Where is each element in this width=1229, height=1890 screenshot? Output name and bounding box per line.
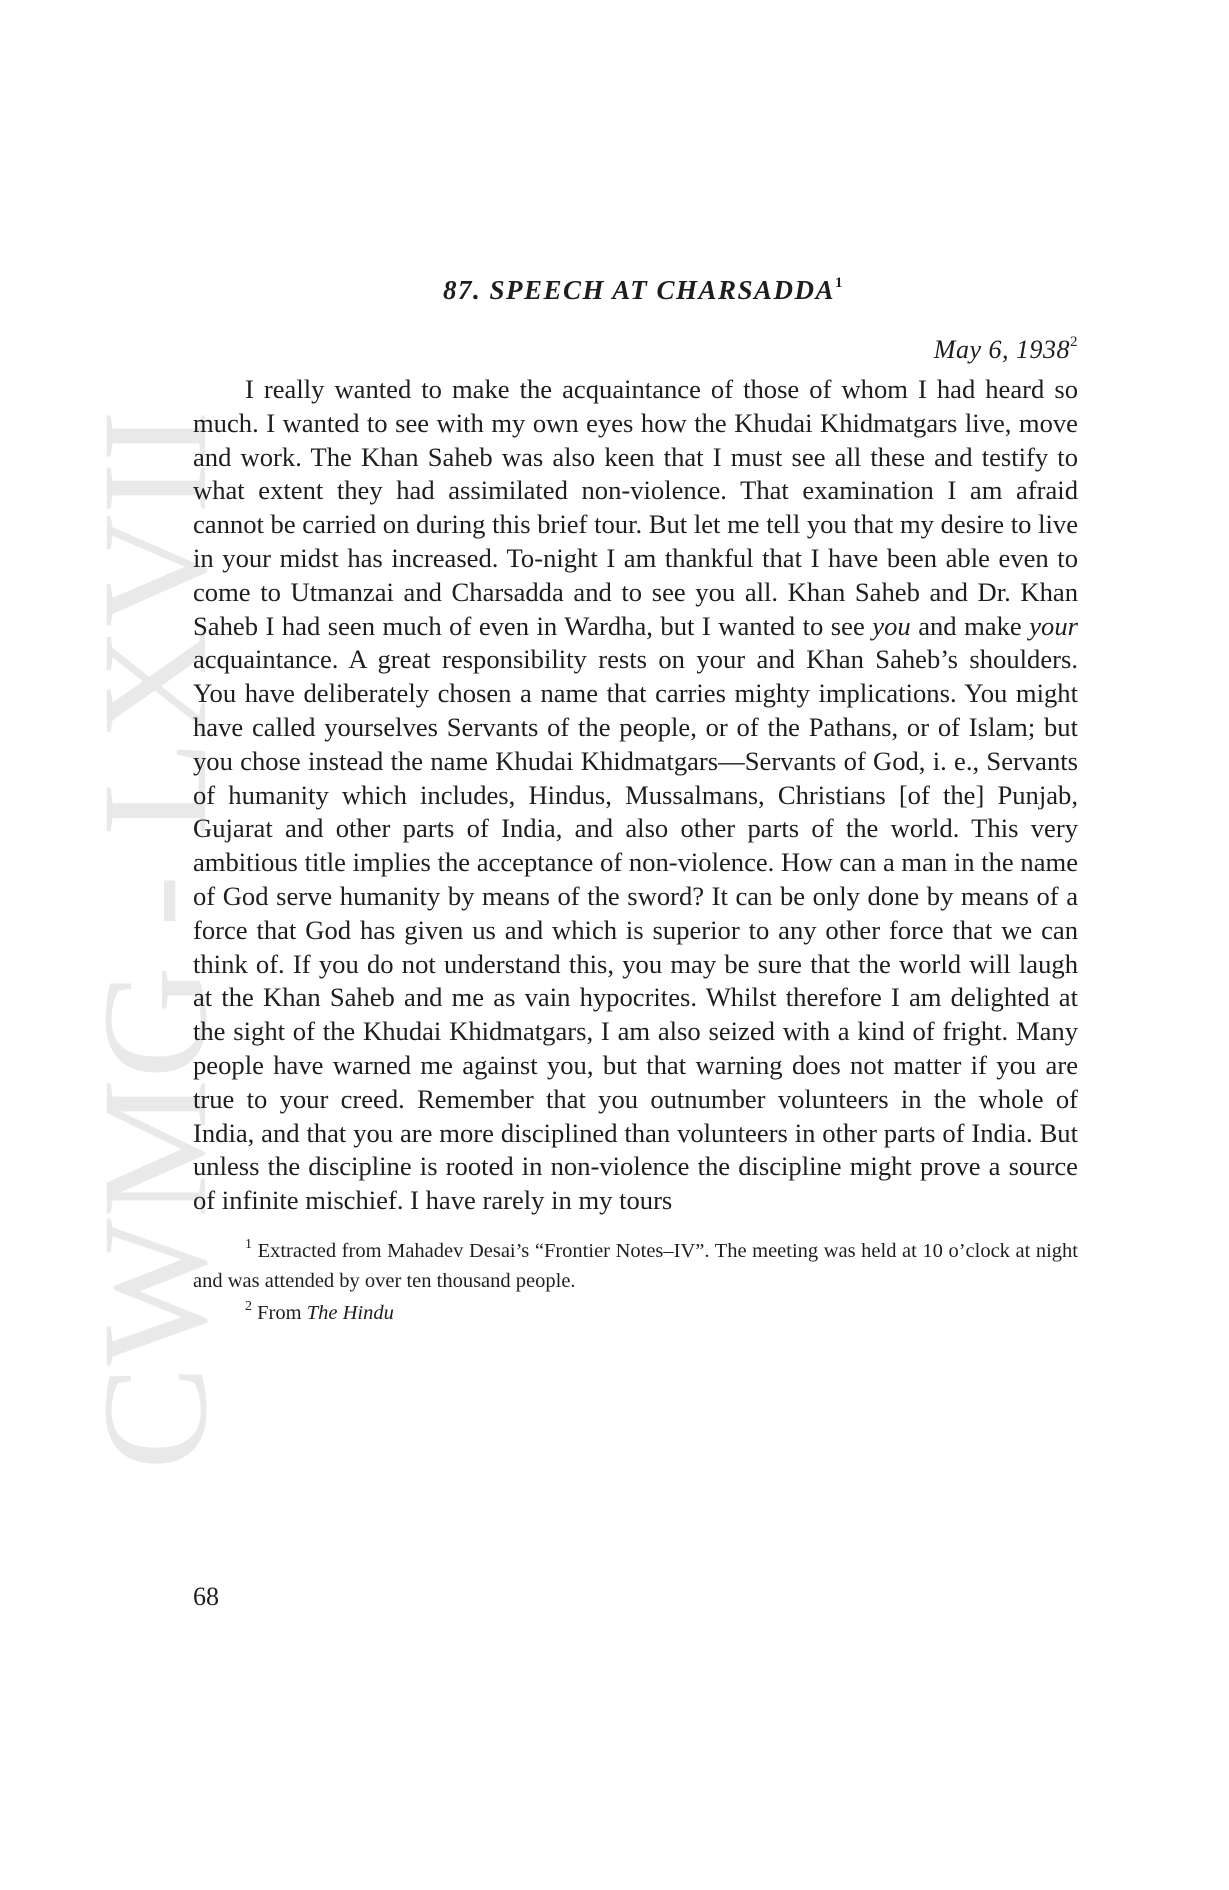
dateline-footnote-mark: 2 [1070, 334, 1078, 350]
footnotes [193, 1230, 1078, 1328]
page-number: 68 [193, 1582, 219, 1611]
footnote-1-mark: 1 [245, 1236, 252, 1252]
footnote-2-mark: 2 [245, 1298, 252, 1314]
footnote-2-source: The Hindu [306, 1301, 394, 1324]
footnote-2-prefix: From [257, 1301, 302, 1324]
heading-footnote-mark: 1 [835, 275, 845, 291]
dateline [193, 325, 1078, 367]
footnote-1-text: Extracted from Mahadev Desai’s “Frontier Notes–IV”. The meeting was held at 10 o’clock at night and was attended by over ten thousand people. [193, 1239, 1079, 1292]
paragraph-part-3: acquaintance. A great responsibility rests on your and Khan Saheb’s shoulders. You have deliberately chosen a name that carries mighty implications. You might have called yourselves Servants of the people, or of the Pathans, or of Islam; but you chose instead the name Khudai Khidmatgars—Servants of God, i. e., Servants of humanity which includes, Hindus, Mussalmans, Christians [of the] Punjab, Gujarat and other parts of India, and also other parts of the world. This very ambitious title implies the acceptance of non-violence. How can a man in the name of God serve humanity by means of the sword? It can be only done by means of a force that God has given us and which is superior to any other force that we can think of. If you do not understand this, you may be sure that the world will laugh at the Khan Saheb and me as vain hypocrites. Whilst therefore I am delighted at the sight of the Khudai Khidmatgars, I am also seized with a kind of fright. Many people have warned me against you, but that warning does not matter if you are true to your creed. Remember that you outnumber volunteers in the whole of India, and that you are more disciplined than volunteers in other parts of India. But unless the discipline is rooted in non-violence the discipline might prove a source of infinite mischief. I have rarely in my tours [193, 644, 1078, 1216]
heading-number: 87. [442, 275, 482, 305]
page-content [193, 266, 1078, 1328]
document-heading [193, 266, 1078, 307]
heading-title: SPEECH AT CHARSADDA [489, 275, 836, 305]
paragraph-part-2: and make [918, 610, 1022, 641]
watermark-text: CWMG - LXVII [72, 453, 238, 1470]
emphasis-your: your [1029, 610, 1078, 641]
dateline-text: May 6, 1938 [933, 335, 1070, 364]
footnote-2 [193, 1292, 1078, 1328]
footnote-1 [193, 1230, 1078, 1296]
speech-paragraph [193, 373, 1078, 1218]
emphasis-you: you [872, 610, 911, 641]
paragraph-part-1: I really wanted to make the acquaintance of those of whom I had heard so much. I wanted to see with my own eyes how the Khudai Khidmatgars live, move and work. The Khan Saheb was also keen that I must see all these and testify to what extent they had assimilated non-violence. That examination I am afraid cannot be carried on during this brief tour. But let me tell you that my desire to live in your midst has increased. To-night I am thankful that I have been able even to come to Utmanzai and Charsadda and to see you all. Khan Saheb and Dr. Khan Saheb I had seen much of even in Wardha, but I wanted to see [193, 374, 1078, 641]
